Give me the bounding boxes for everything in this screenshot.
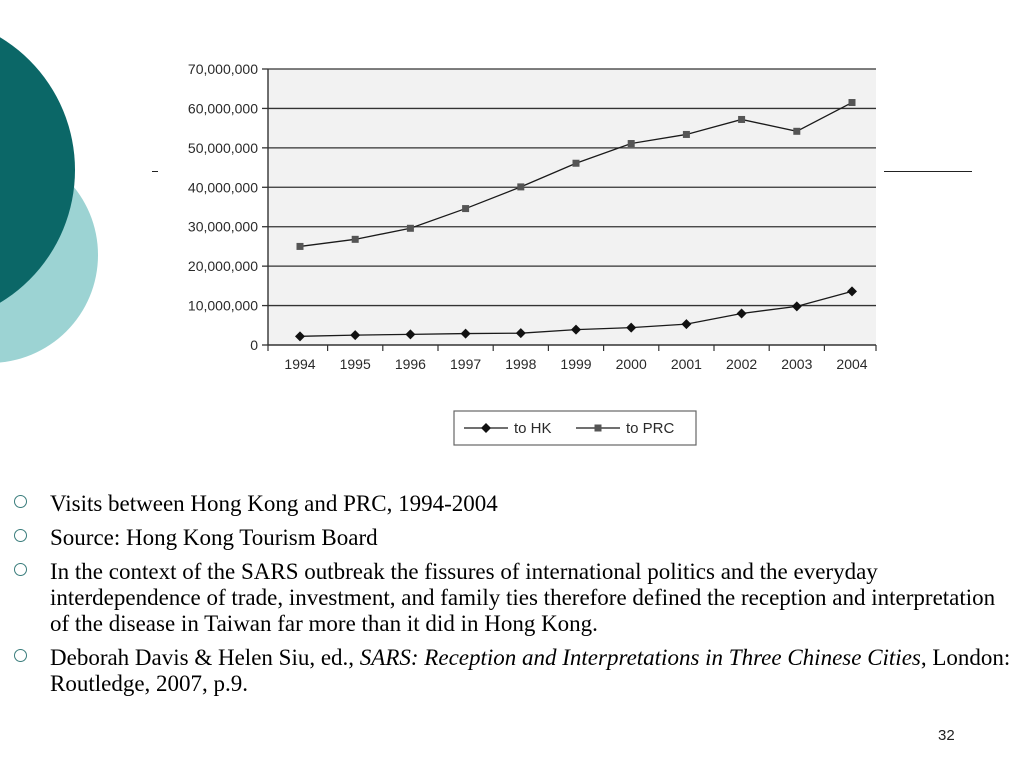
x-tick-label: 1994 xyxy=(284,356,316,372)
data-point-to-prc xyxy=(573,160,580,167)
page-number: 32 xyxy=(938,727,955,744)
right-rule xyxy=(884,171,972,172)
y-tick-label: 40,000,000 xyxy=(187,179,258,196)
x-tick-label: 2001 xyxy=(670,356,702,372)
y-tick-label: 70,000,000 xyxy=(187,61,258,77)
data-point-to-prc xyxy=(352,236,359,243)
y-tick-label: 60,000,000 xyxy=(187,100,258,117)
circle-bullet-icon xyxy=(14,649,27,662)
data-point-to-prc xyxy=(462,205,469,212)
legend-label: to HK xyxy=(514,420,552,437)
legend xyxy=(454,411,696,445)
bullet-item xyxy=(14,559,1014,637)
data-point-to-prc xyxy=(407,225,414,232)
y-tick-label: 0 xyxy=(250,337,258,353)
circle-bullet-icon xyxy=(14,563,27,576)
y-axis-tick-labels xyxy=(188,61,258,353)
x-tick-label: 2003 xyxy=(781,356,813,372)
visits-line-chart xyxy=(150,55,890,455)
data-point-to-prc xyxy=(738,116,745,123)
data-point-to-prc xyxy=(628,140,635,147)
x-tick-label: 1998 xyxy=(505,356,537,372)
data-point-to-prc xyxy=(297,243,304,250)
plot-area xyxy=(268,69,876,345)
bullet-text: , London: Routledge, 2007, p.9. xyxy=(50,645,1011,696)
bullet-item xyxy=(14,525,1014,551)
data-point-to-prc xyxy=(683,131,690,138)
data-point-to-prc xyxy=(793,128,800,135)
y-tick-label: 50,000,000 xyxy=(187,139,258,156)
bullet-text: Source: Hong Kong Tourism Board xyxy=(50,525,378,550)
x-tick-label: 2000 xyxy=(615,356,647,372)
x-tick-label: 1995 xyxy=(339,356,371,372)
decorative-circles xyxy=(0,0,120,420)
y-tick-label: 10,000,000 xyxy=(187,297,258,314)
x-tick-label: 1996 xyxy=(394,356,426,372)
bullet-text: In the context of the SARS outbreak the fissures of international politics and the everyday interdependence of trade, investment, and family ties therefore defined the reception and interpretation of the disease in Taiwan far more than it did in Hong Kong. xyxy=(50,559,996,636)
circle-bullet-icon xyxy=(14,495,27,508)
bullet-item xyxy=(14,645,1014,697)
data-point-to-prc xyxy=(517,183,524,190)
circle-bullet-icon xyxy=(14,529,27,542)
x-tick-label: 1997 xyxy=(450,356,482,372)
x-tick-label: 2002 xyxy=(726,356,758,372)
bullet-text: SARS: Reception and Interpretations in Three Chinese Cities xyxy=(359,645,921,670)
data-point-to-prc xyxy=(849,99,856,106)
legend-label: to PRC xyxy=(626,420,675,437)
x-tick-label: 2004 xyxy=(836,356,868,372)
bullet-item xyxy=(14,491,1014,517)
y-tick-label: 30,000,000 xyxy=(187,218,258,235)
legend-marker-square-icon xyxy=(595,425,602,432)
x-tick-label: 1999 xyxy=(560,356,592,372)
y-tick-label: 20,000,000 xyxy=(187,258,258,275)
bullet-list xyxy=(14,491,1014,705)
bullet-text: Deborah Davis & Helen Siu, ed., xyxy=(50,645,360,670)
chart xyxy=(150,55,890,455)
bullet-text: Visits between Hong Kong and PRC, 1994-2004 xyxy=(50,491,498,516)
x-axis-tick-labels xyxy=(268,345,876,372)
